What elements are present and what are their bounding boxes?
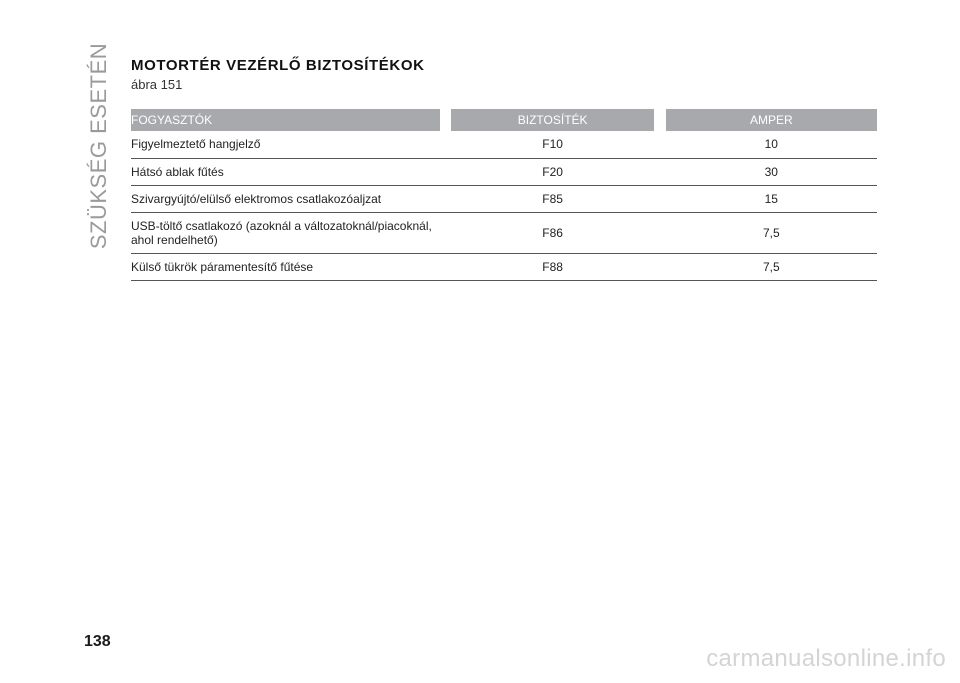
cell-consumer-line: ahol rendelhető)	[131, 232, 218, 247]
table-header-row	[131, 109, 877, 131]
fuse-table	[131, 109, 877, 281]
cell-consumer: Külső tükrök páramentesítő fűtése	[131, 253, 440, 280]
side-chapter-title-text: SZÜKSÉG ESETÉN	[86, 42, 111, 250]
cell-fuse: F10	[451, 131, 654, 158]
cell-gap	[440, 212, 452, 253]
page-number: 138	[84, 633, 111, 650]
cell-amper: 7,5	[666, 253, 877, 280]
cell-fuse: F88	[451, 253, 654, 280]
cell-gap	[440, 158, 452, 185]
cell-consumer: Szivargyújtó/elülső elektromos csatlakozóaljzat	[131, 185, 440, 212]
cell-consumer-line: USB-töltő csatlakozó (azoknál a változatoknál/piacoknál,	[131, 218, 432, 233]
cell-gap	[654, 158, 666, 185]
cell-consumer	[131, 212, 440, 253]
header-consumers: FOGYASZTÓK	[131, 109, 440, 131]
header-amper: AMPER	[666, 109, 877, 131]
cell-gap	[654, 253, 666, 280]
header-gap	[440, 109, 452, 131]
section-title: MOTORTÉR VEZÉRLŐ BIZTOSÍTÉKOK	[131, 57, 425, 74]
table-row	[131, 158, 877, 185]
table-row	[131, 185, 877, 212]
table-row	[131, 253, 877, 280]
cell-fuse: F85	[451, 185, 654, 212]
cell-gap	[654, 185, 666, 212]
cell-amper: 10	[666, 131, 877, 158]
cell-gap	[440, 253, 452, 280]
cell-fuse: F20	[451, 158, 654, 185]
table-row	[131, 131, 877, 158]
table-row	[131, 212, 877, 253]
cell-fuse: F86	[451, 212, 654, 253]
cell-amper: 15	[666, 185, 877, 212]
watermark: carmanualsonline.info	[706, 645, 946, 672]
cell-amper: 30	[666, 158, 877, 185]
cell-gap	[440, 185, 452, 212]
header-gap	[654, 109, 666, 131]
header-fuse: BIZTOSÍTÉK	[451, 109, 654, 131]
cell-consumer: Figyelmeztető hangjelző	[131, 131, 440, 158]
cell-gap	[654, 131, 666, 158]
cell-consumer: Hátsó ablak fűtés	[131, 158, 440, 185]
figure-reference: ábra 151	[131, 77, 183, 92]
cell-gap	[654, 212, 666, 253]
cell-gap	[440, 131, 452, 158]
side-chapter-title	[82, 42, 116, 250]
cell-amper: 7,5	[666, 212, 877, 253]
